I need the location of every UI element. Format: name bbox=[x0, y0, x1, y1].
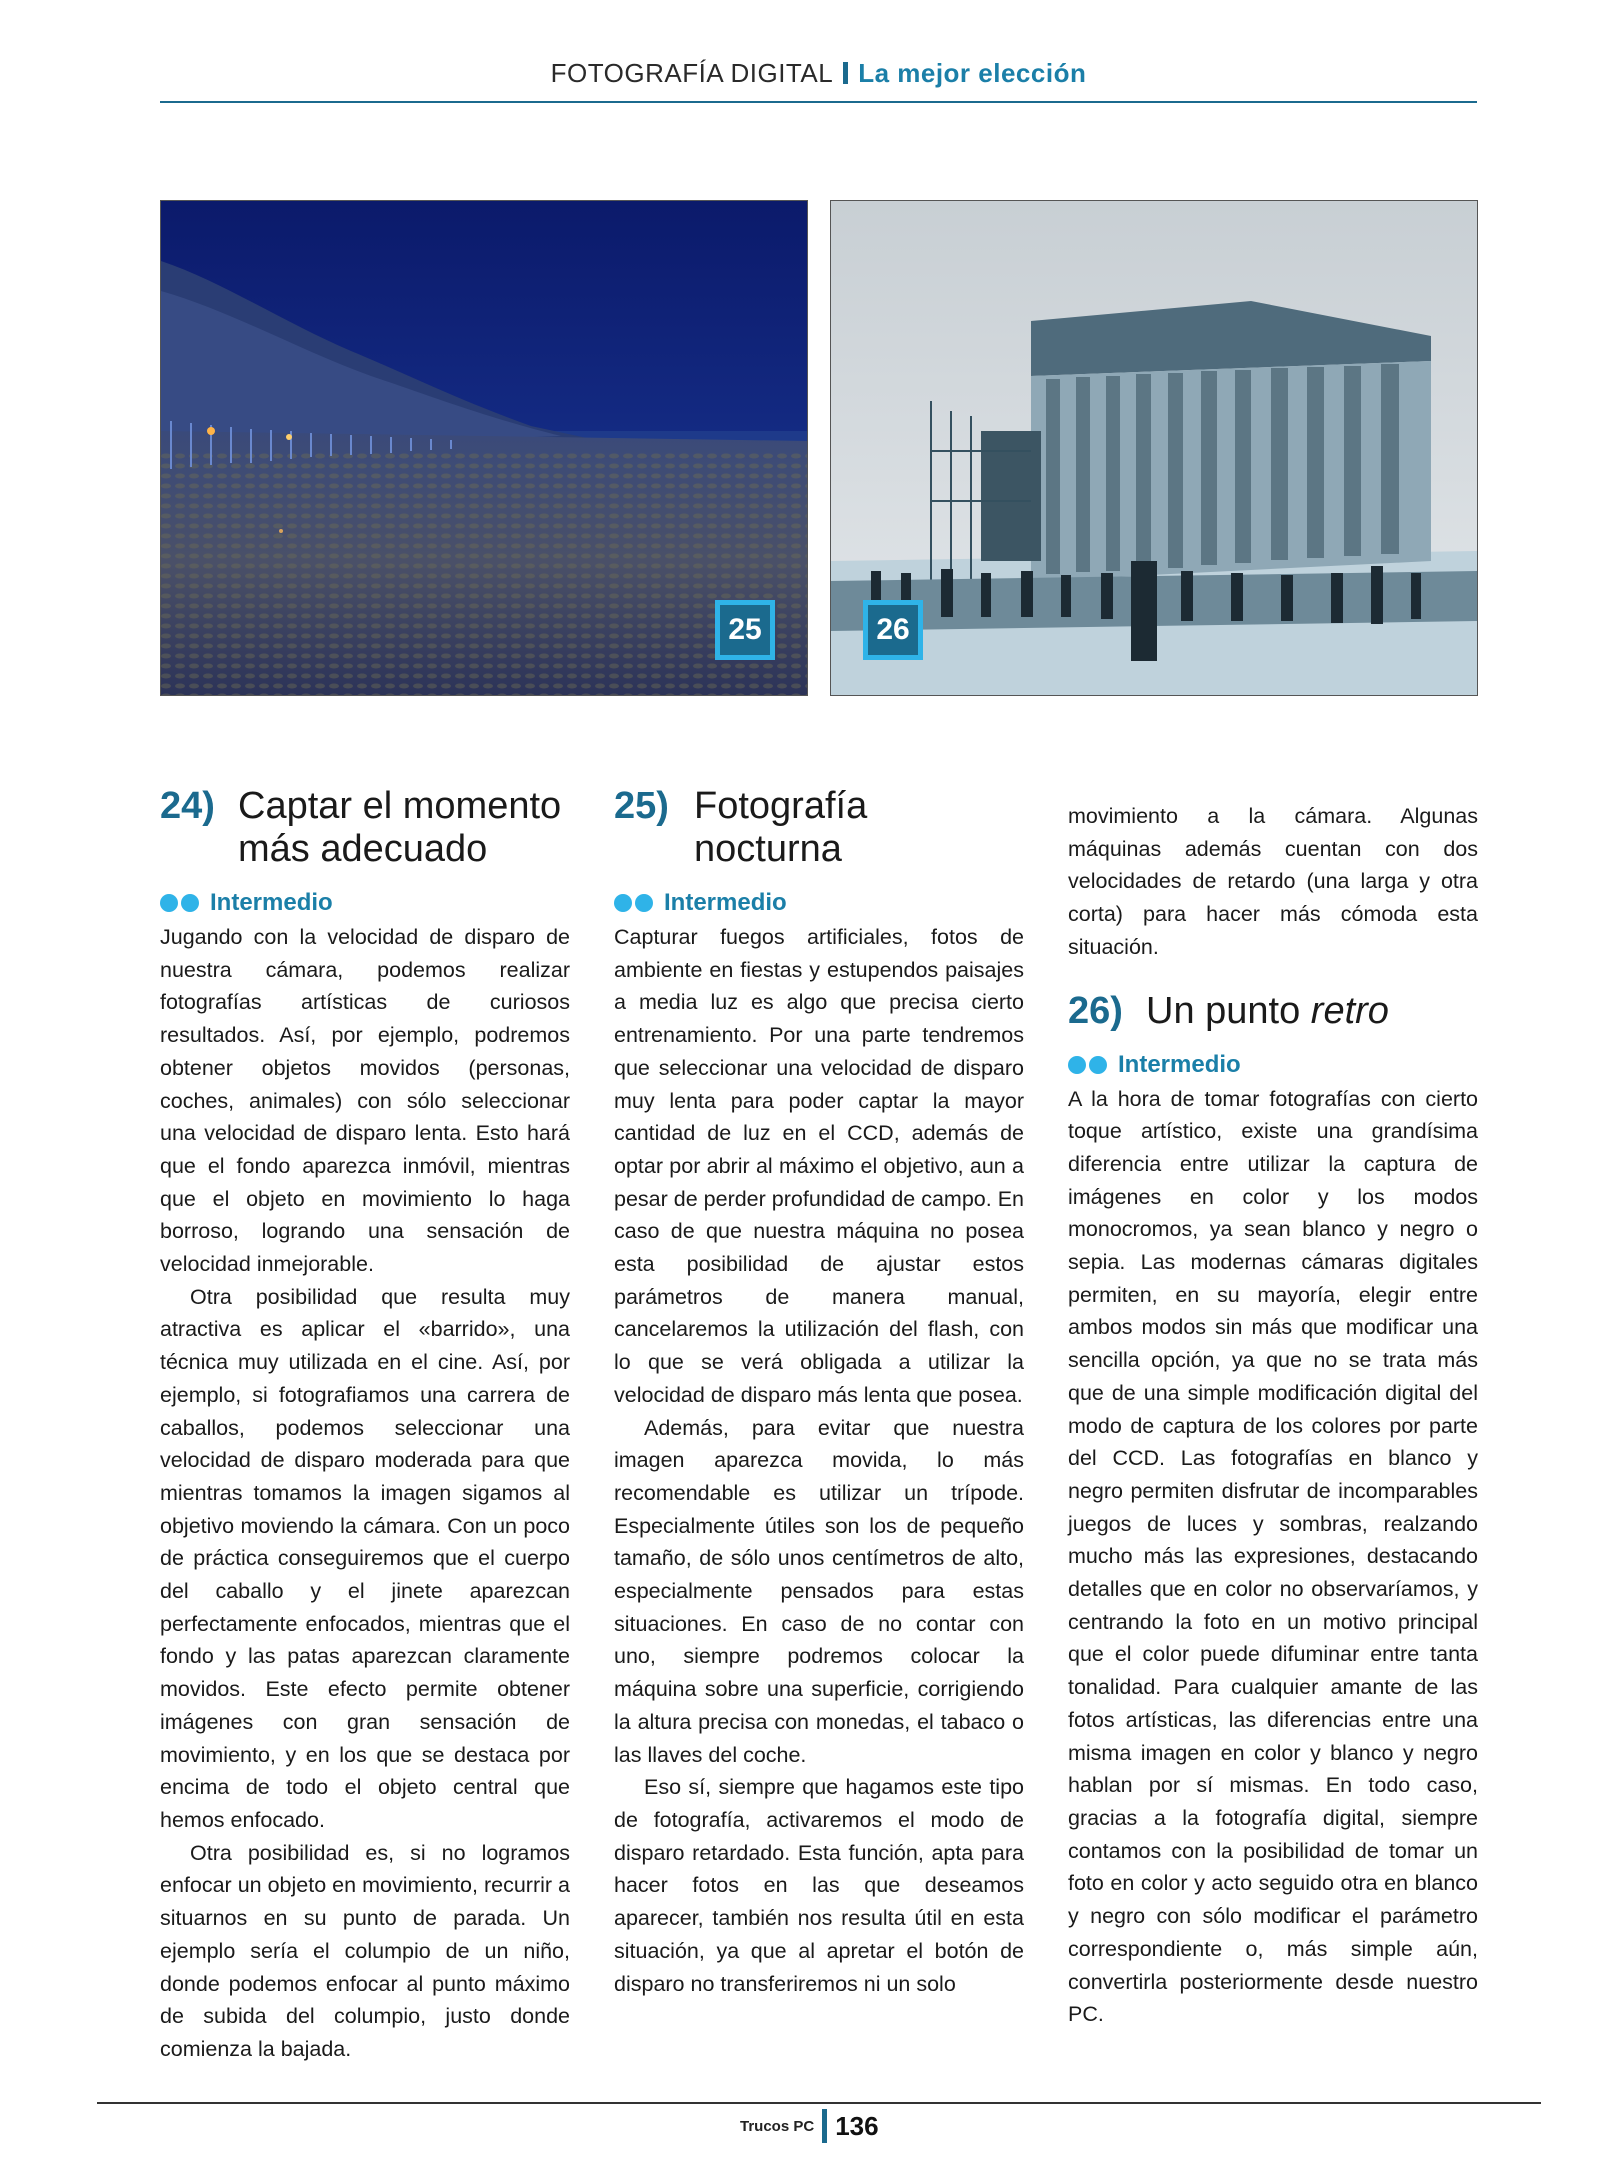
publication-name: Trucos PC bbox=[740, 2117, 815, 2135]
section-25-heading bbox=[614, 785, 1024, 871]
header-rule bbox=[160, 101, 1477, 103]
difficulty-dot-icon bbox=[160, 894, 178, 912]
section-24-number: 24) bbox=[160, 785, 215, 827]
difficulty-dot-icon bbox=[1089, 1056, 1107, 1074]
section-24-paragraph-1: Jugando con la velocidad de disparo de nuestra cámara, podemos realizar fotografías artísticas de curiosos resultados. Así, por ejemplo, podremos obtener objetos movidos (personas, coches, animales) con sólo seleccionar una velocidad de disparo lenta. Esto hará que el fondo aparezca inmóvil, mientras que el objeto en movimiento lo haga borroso, logrando una sensación de velocidad inmejorable. bbox=[160, 925, 570, 1277]
difficulty-dot-icon bbox=[181, 894, 199, 912]
column-2 bbox=[614, 785, 1024, 2000]
night-beach-image bbox=[161, 201, 807, 695]
section-25-continuation: movimiento a la cámara. Algunas máquinas además cuentan con dos velocidades de retardo (una larga y otra corta) para hacer más cómoda esta situación. bbox=[1068, 804, 1478, 959]
section-25-paragraph-2: Además, para evitar que nuestra imagen aparezca movida, lo más recomendable es utilizar un trípode. Especialmente útiles son los de pequeño tamaño, de sólo unos centímetros de alto, especialmente pensados para estas situaciones. En caso de no contar con uno, siempre podremos colocar la máquina sobre una superficie, corrigiendo la altura precisa con monedas, el tabaco o las llaves del coche. bbox=[614, 1415, 1024, 1767]
section-25-level: Intermedio bbox=[614, 889, 1024, 917]
section-26-title: Un punto retro bbox=[1146, 989, 1389, 1032]
parthenon-image bbox=[831, 201, 1477, 695]
running-header bbox=[160, 58, 1477, 89]
column-3 bbox=[1068, 800, 1478, 2031]
section-24-level: Intermedio bbox=[160, 889, 570, 917]
section-25-title: Fotografía nocturna bbox=[694, 785, 868, 870]
night-beach-photo bbox=[160, 200, 808, 696]
footer-rule bbox=[97, 2102, 1541, 2104]
section-24-title: Captar el momento más adecuado bbox=[238, 785, 562, 870]
header-separator bbox=[843, 62, 848, 84]
section-24-heading bbox=[160, 785, 570, 871]
footer-separator bbox=[822, 2109, 827, 2143]
header-title: FOTOGRAFÍA DIGITAL bbox=[550, 58, 834, 88]
section-26-number: 26) bbox=[1068, 989, 1123, 1032]
section-24-paragraph-2: Otra posibilidad que resulta muy atractiva es aplicar el «barrido», una técnica muy utilizada en el cine. Así, por ejemplo, si fotografiamos una carrera de caballos, podemos seleccionar una velocidad de disparo moderada para que mientras tomamos la imagen sigamos al objetivo moviendo la cámara. Con un poco de práctica conseguiremos que el cuerpo del caballo y el jinete aparezcan perfectamente enfocados, mientras que el fondo y las patas aparezcan claramente movidos. Este efecto permite obtener imágenes con gran sensación de movimiento, y en los que se destaca por encima de todo el objeto central que hemos enfocado. bbox=[160, 1284, 570, 1832]
page-footer bbox=[740, 2108, 879, 2144]
section-25-paragraph-1: Capturar fuegos artificiales, fotos de ambiente en fiestas y estupendos paisajes a media luz es algo que precisa cierto entrenamiento. Por una parte tendremos que seleccionar una velocidad de disparo muy lenta para poder captar la mayor cantidad de luz en el CCD, además de optar por abrir al máximo el objetivo, aun a pesar de perder profundidad de campo. En caso de que nuestra máquina no posea esta posibilidad de ajustar estos parámetros de manera manual, cancelaremos la utilización del flash, con lo que se verá obligada a utilizar la velocidad de disparo más lenta que posea. bbox=[614, 925, 1024, 1407]
difficulty-dot-icon bbox=[614, 894, 632, 912]
section-26-paragraph-1: A la hora de tomar fotografías con cierto toque artístico, existe una grandísima diferencia entre utilizar la captura de imágenes en color y los modos monocromos, ya sean blanco y negro o sepia. Las modernas cámaras digitales permiten, en su mayoría, elegir entre ambos modos sin más que modificar una sencilla opción, ya que no se trata más que de una simple modificación digital del modo de captura de los colores por parte del CCD. Las fotografías en blanco y negro permiten disfrutar de incomparables juegos de luces y sombras, realzando mucho más las expresiones, destacando detalles que en color no observaríamos, y centrando la foto en un motivo principal que el color puede difuminar entre tanta tonalidad. Para cualquier amante de las fotos artísticas, las diferencias entre una misma imagen en color y blanco y negro hablan por sí mismas. En todo caso, gracias a la fotografía digital, siempre contamos con la posibilidad de tomar un foto en color y acto seguido otra en blanco y negro con sólo modificar el parámetro correspondiente o, más simple aún, convertirla posteriormente desde nuestro PC. bbox=[1068, 1086, 1478, 2027]
section-25-paragraph-3: Eso sí, siempre que hagamos este tipo de fotografía, activaremos el modo de disparo retardado. Esta función, apta para hacer fotos en las que deseamos aparecer, también nos resulta útil en esta situación, ya que al apretar el botón de disparo no transferiremos ni un solo bbox=[614, 1775, 1024, 1996]
section-24-paragraph-3: Otra posibilidad es, si no logramos enfocar un objeto en movimiento, recurrir a situarnos en su punto de parada. Un ejemplo sería el columpio de un niño, donde podemos enfocar al punto máximo de subida del columpio, justo donde comienza la bajada. bbox=[160, 1840, 570, 2061]
difficulty-dot-icon bbox=[1068, 1056, 1086, 1074]
section-25-number: 25) bbox=[614, 785, 669, 827]
parthenon-photo bbox=[830, 200, 1478, 696]
page-number: 136 bbox=[835, 2110, 879, 2141]
column-1 bbox=[160, 785, 570, 2066]
section-26-level: Intermedio bbox=[1068, 1051, 1478, 1079]
header-subtitle: La mejor elección bbox=[858, 58, 1087, 88]
photo-number-badge-25: 25 bbox=[715, 600, 775, 660]
difficulty-dot-icon bbox=[635, 894, 653, 912]
section-26-heading bbox=[1068, 990, 1478, 1033]
photo-number-badge-26: 26 bbox=[863, 600, 923, 660]
